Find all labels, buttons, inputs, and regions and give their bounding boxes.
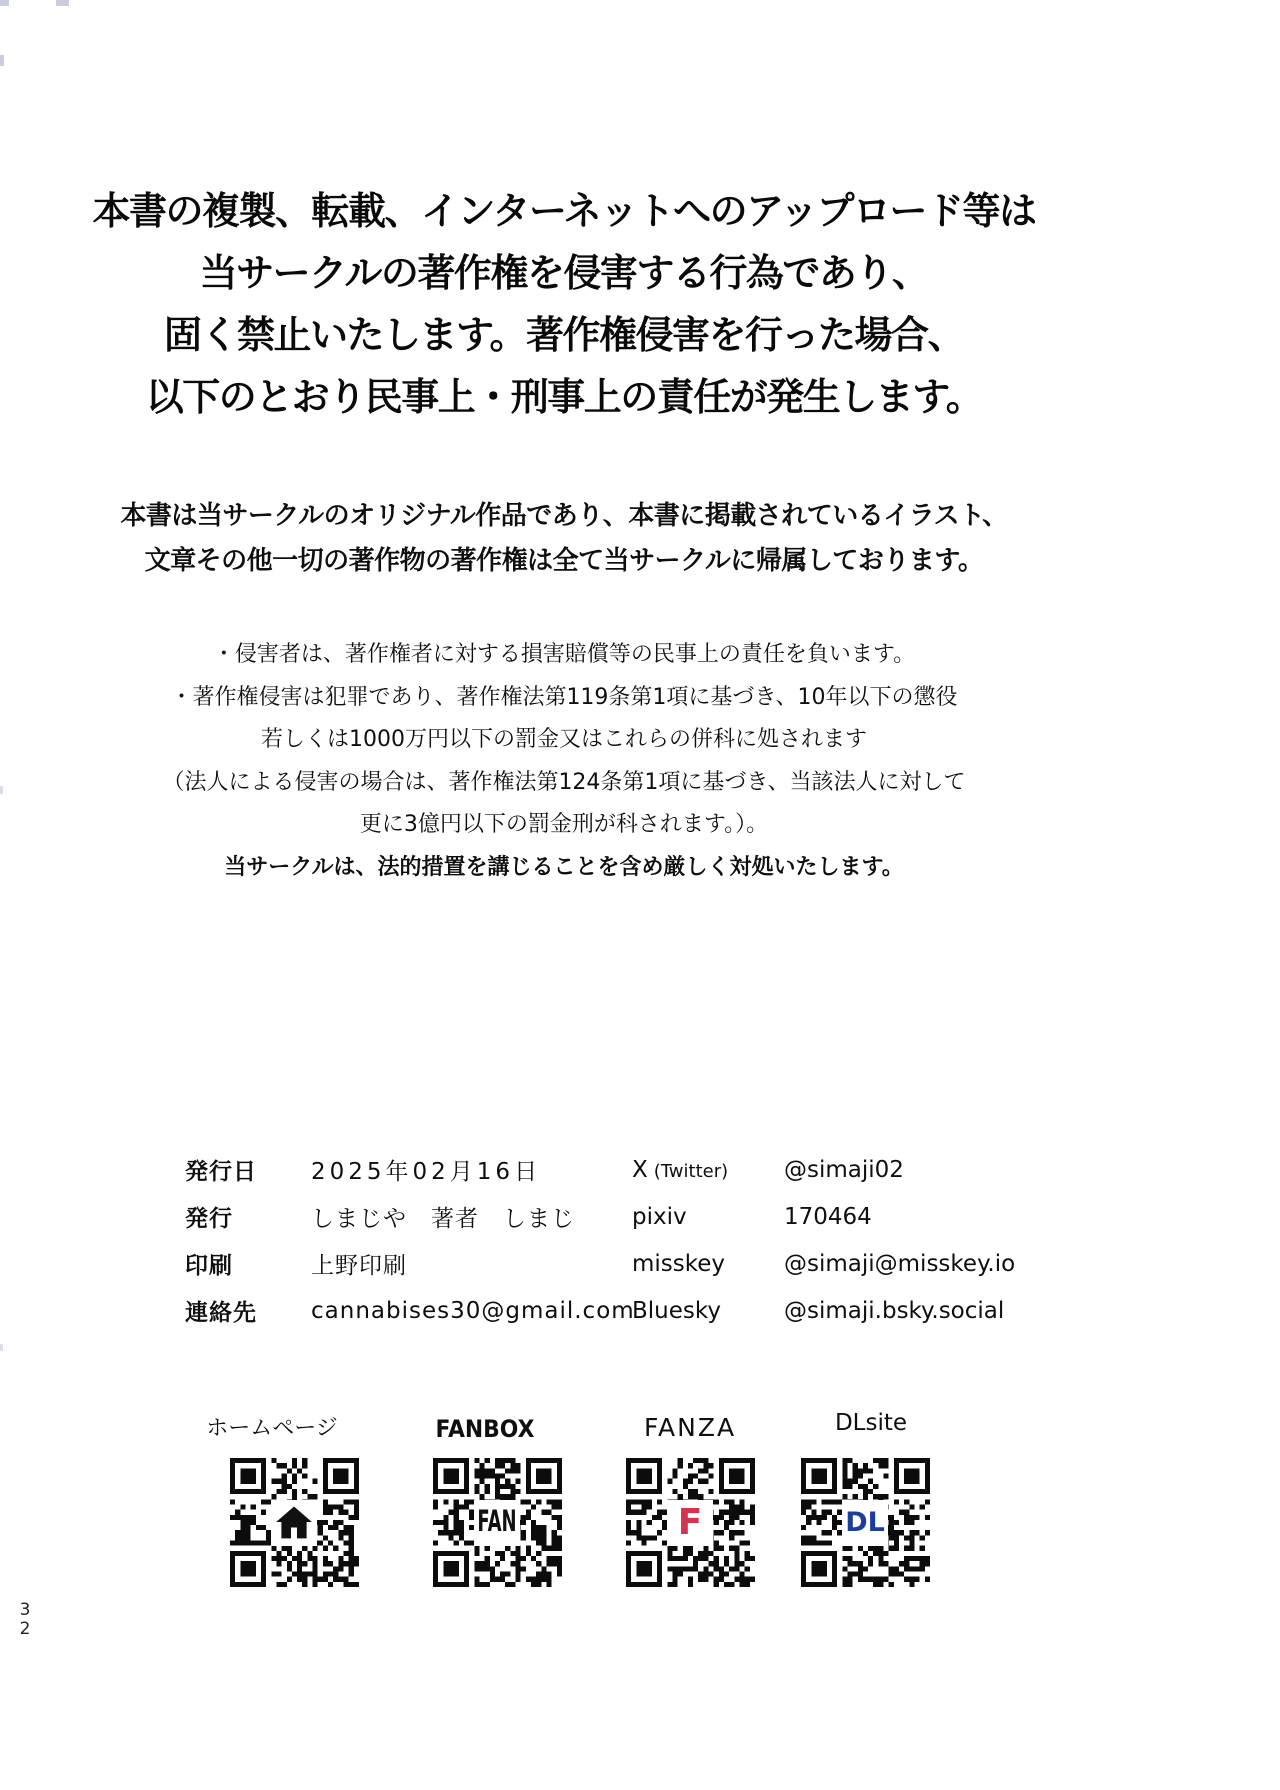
contact-email: cannabises30@gmail.com — [311, 1297, 635, 1324]
misskey-label: misskey — [632, 1250, 726, 1277]
qr-center-text: F — [667, 1500, 713, 1546]
fanza-qr-code — [626, 1458, 755, 1587]
info-row-printer — [185, 1240, 635, 1287]
publisher-label: 発行 — [185, 1206, 233, 1232]
legal-line-1: ・侵害者は、著作権者に対する損害賠償等の民事上の責任を負います。 — [212, 642, 916, 667]
copyright-warning-heading — [52, 180, 1076, 428]
qr-center-text: DL — [842, 1500, 888, 1546]
legal-line-5: 更に3億円以下の罰金刑が科されます。）。 — [359, 812, 769, 837]
link-column-fanza — [610, 1398, 770, 1587]
info-row-misskey — [632, 1240, 1015, 1287]
misskey-handle: @simaji@misskey.io — [784, 1250, 1016, 1277]
social-accounts-column — [632, 1146, 1015, 1334]
ownership-paragraph — [52, 494, 1076, 584]
publication-info-column — [185, 1146, 635, 1334]
fanbox-qr-code — [433, 1458, 562, 1587]
scan-artifact — [56, 0, 69, 6]
fanza-label: FANZA — [643, 1413, 737, 1442]
page-number — [17, 1601, 33, 1639]
scan-artifact — [0, 0, 9, 6]
link-column-homepage — [206, 1398, 374, 1587]
dlsite-label: DLsite — [834, 1410, 908, 1436]
info-row-bluesky — [632, 1287, 1015, 1334]
x-twitter-handle: @simaji02 — [784, 1156, 904, 1183]
printer-label: 印刷 — [185, 1253, 233, 1279]
info-row-x-twitter — [632, 1146, 1015, 1193]
pixiv-id: 170464 — [784, 1203, 872, 1230]
bluesky-label: Bluesky — [632, 1297, 721, 1324]
scan-artifact — [0, 1344, 3, 1351]
contact-label: 連絡先 — [185, 1300, 257, 1326]
bluesky-handle: @simaji.bsky.social — [784, 1297, 1005, 1324]
pixiv-label: pixiv — [632, 1203, 687, 1230]
fanbox-label: FANBOX — [435, 1415, 535, 1444]
printer-value: 上野印刷 — [311, 1253, 407, 1279]
ownership-line-2: 文章その他一切の著作物の著作権は全て当サークルに帰属しております。 — [144, 546, 984, 576]
info-row-contact — [185, 1287, 635, 1334]
ownership-line-1: 本書は当サークルのオリジナル作品であり、本書に掲載されているイラスト、 — [120, 501, 1008, 531]
heading-line-1: 本書の複製、転載、インターネットへのアップロード等は — [92, 189, 1036, 233]
heading-line-4: 以下のとおり民事上・刑事上の責任が発生します。 — [145, 375, 983, 419]
homepage-label: ホームページ — [206, 1416, 338, 1441]
homepage-qr-code — [230, 1458, 359, 1587]
link-column-fanbox — [417, 1398, 577, 1587]
publish-date-label: 発行日 — [185, 1159, 257, 1185]
legal-line-2: ・著作権侵害は犯罪であり、著作権法第119条第1項に基づき、10年以下の懲役 — [170, 684, 958, 710]
info-row-publish-date — [185, 1146, 635, 1193]
home-icon — [271, 1500, 317, 1546]
qr-center-text: FAN — [474, 1500, 520, 1546]
scan-artifact — [0, 55, 4, 66]
legal-line-3: 若しくは1000万円以下の罰金又はこれらの併科に処されます — [261, 727, 867, 752]
heading-line-3: 固く禁止いたします。著作権侵害を行った場合、 — [164, 313, 964, 357]
x-twitter-label: X (Twitter) — [632, 1156, 729, 1183]
publisher-value: しまじや 著者 しまじ — [311, 1206, 575, 1232]
store-links — [0, 1398, 1280, 1658]
dlsite-qr-code — [801, 1458, 930, 1587]
scan-artifact — [0, 786, 3, 794]
legal-notice — [52, 634, 1076, 889]
heading-line-2: 当サークルの著作権を侵害する行為であり、 — [199, 251, 929, 295]
page-number-digit: 2 — [19, 1619, 31, 1639]
publish-date-value: 2025年02月16日 — [311, 1159, 542, 1185]
info-row-publisher — [185, 1193, 635, 1240]
legal-line-6: 当サークルは、法的措置を講じることを含め厳しく対処いたします。 — [224, 854, 904, 880]
link-column-dlsite — [785, 1398, 945, 1587]
legal-line-4: （法人による侵害の場合は、著作権法第124条第1項に基づき、当該法人に対して — [162, 769, 966, 795]
page-number-digit: 3 — [19, 1600, 31, 1620]
info-row-pixiv — [632, 1193, 1015, 1240]
